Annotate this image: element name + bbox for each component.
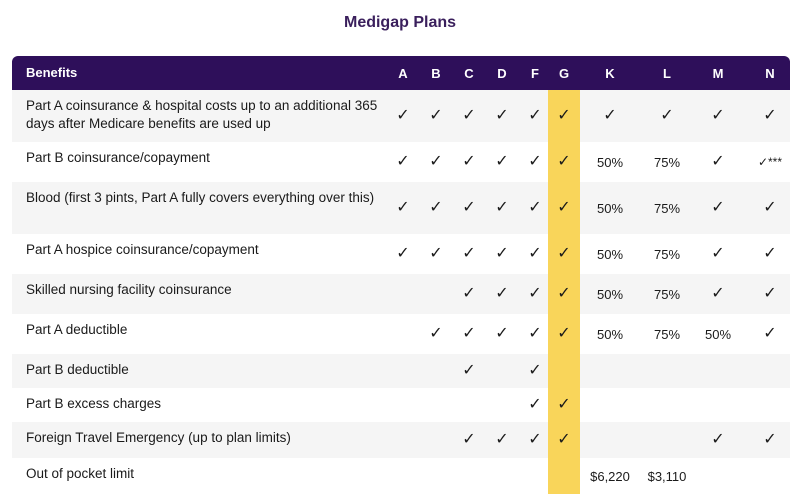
benefit-label: Part A hospice coinsurance/copayment bbox=[26, 242, 259, 257]
header-plan-d: D bbox=[497, 65, 507, 81]
plan-k-cell: 50% bbox=[596, 326, 624, 342]
plan-f-cell: ✓ bbox=[528, 245, 542, 262]
plan-n-cell bbox=[750, 354, 790, 388]
plan-a-cell: ✓ bbox=[396, 153, 410, 170]
plan-m-cell: ✓ bbox=[711, 431, 725, 448]
table-row bbox=[12, 274, 790, 314]
plan-b-cell bbox=[421, 388, 451, 422]
plan-f-cell bbox=[520, 458, 550, 494]
header-plan-n: N bbox=[765, 65, 775, 81]
plan-d-cell bbox=[487, 354, 517, 388]
plan-c-cell: ✓ bbox=[462, 325, 476, 342]
header-plan-l: L bbox=[663, 65, 671, 81]
plan-g-cell: ✓ bbox=[557, 153, 571, 170]
plan-a-cell bbox=[388, 388, 418, 422]
plan-k-cell: $6,220 bbox=[590, 468, 630, 484]
table-row bbox=[12, 422, 790, 458]
plan-l-cell: 75% bbox=[653, 326, 681, 342]
plan-b-cell bbox=[421, 422, 451, 458]
table-row bbox=[12, 388, 790, 422]
plan-a-cell bbox=[388, 354, 418, 388]
plan-m-cell: 50% bbox=[704, 326, 732, 342]
plan-d-cell: ✓ bbox=[495, 107, 509, 124]
benefit-label: Blood (first 3 pints, Part A fully covers everything over this) bbox=[26, 190, 375, 205]
plan-l-cell: 75% bbox=[653, 154, 681, 170]
plan-d-cell: ✓ bbox=[495, 199, 509, 216]
benefit-label: Foreign Travel Emergency (up to plan limits) bbox=[26, 430, 291, 445]
header-plan-k: K bbox=[605, 65, 615, 81]
plan-k-cell bbox=[590, 388, 630, 422]
plan-k-cell: 50% bbox=[596, 286, 624, 302]
plan-m-cell: ✓ bbox=[711, 199, 725, 216]
plan-m-cell: ✓ bbox=[711, 285, 725, 302]
plan-m-cell: ✓ bbox=[711, 153, 725, 170]
plan-n-cell: ✓ bbox=[763, 285, 777, 302]
plan-d-cell: ✓ bbox=[495, 153, 509, 170]
plan-n-cell: ✓*** bbox=[757, 155, 783, 169]
plan-d-cell: ✓ bbox=[495, 325, 509, 342]
table-row bbox=[12, 458, 790, 494]
plan-g-cell: ✓ bbox=[557, 107, 571, 124]
plan-c-cell bbox=[454, 458, 484, 494]
plan-b-cell bbox=[421, 458, 451, 494]
plan-n-cell: ✓ bbox=[763, 199, 777, 216]
plan-a-cell: ✓ bbox=[396, 245, 410, 262]
plan-d-cell bbox=[487, 458, 517, 494]
medigap-plans-table bbox=[12, 56, 790, 494]
plan-g-cell: ✓ bbox=[557, 431, 571, 448]
plan-f-cell: ✓ bbox=[528, 362, 542, 379]
plan-l-cell: ✓ bbox=[660, 107, 674, 124]
plan-m-cell bbox=[698, 458, 738, 494]
plan-b-cell: ✓ bbox=[429, 325, 443, 342]
plan-c-cell: ✓ bbox=[462, 285, 476, 302]
plan-c-cell: ✓ bbox=[462, 107, 476, 124]
table-body bbox=[12, 90, 790, 494]
plan-c-cell: ✓ bbox=[462, 153, 476, 170]
table-row bbox=[12, 354, 790, 388]
plan-g-cell: ✓ bbox=[557, 396, 571, 413]
benefit-label: Part B deductible bbox=[26, 362, 129, 377]
header-plan-g: G bbox=[558, 65, 570, 81]
plan-g-cell bbox=[548, 458, 580, 494]
plan-l-cell bbox=[642, 354, 692, 388]
plan-c-cell: ✓ bbox=[462, 245, 476, 262]
plan-k-cell: ✓ bbox=[603, 107, 617, 124]
plan-d-cell bbox=[487, 388, 517, 422]
plan-f-cell: ✓ bbox=[528, 199, 542, 216]
plan-b-cell: ✓ bbox=[429, 153, 443, 170]
plan-l-cell bbox=[642, 388, 692, 422]
plan-g-cell: ✓ bbox=[557, 285, 571, 302]
plan-k-cell: 50% bbox=[596, 246, 624, 262]
plan-g-cell: ✓ bbox=[557, 245, 571, 262]
plan-f-cell: ✓ bbox=[528, 153, 542, 170]
plan-k-cell: 50% bbox=[596, 154, 624, 170]
plan-a-cell: ✓ bbox=[396, 199, 410, 216]
plan-d-cell: ✓ bbox=[495, 431, 509, 448]
plan-c-cell: ✓ bbox=[462, 362, 476, 379]
header-plan-a: A bbox=[398, 65, 408, 81]
plan-n-cell: ✓ bbox=[763, 325, 777, 342]
table-row bbox=[12, 90, 790, 142]
benefit-label: Part A deductible bbox=[26, 322, 128, 337]
plan-b-cell: ✓ bbox=[429, 199, 443, 216]
benefit-label: Out of pocket limit bbox=[26, 466, 135, 481]
header-plan-b: B bbox=[431, 65, 441, 81]
plan-k-cell: 50% bbox=[596, 200, 624, 216]
plan-l-cell: 75% bbox=[653, 286, 681, 302]
plan-n-cell bbox=[750, 388, 790, 422]
plan-a-cell: ✓ bbox=[396, 107, 410, 124]
plan-g-cell bbox=[548, 354, 580, 388]
plan-g-cell: ✓ bbox=[557, 325, 571, 342]
header-benefits: Benefits bbox=[26, 65, 78, 80]
plan-n-cell: ✓ bbox=[763, 431, 777, 448]
plan-l-cell bbox=[642, 422, 692, 458]
plan-m-cell: ✓ bbox=[711, 107, 725, 124]
plan-a-cell bbox=[388, 458, 418, 494]
plan-m-cell: ✓ bbox=[711, 245, 725, 262]
plan-d-cell: ✓ bbox=[495, 245, 509, 262]
header-plan-f: F bbox=[531, 65, 539, 81]
header-plan-m: M bbox=[712, 65, 724, 81]
plan-f-cell: ✓ bbox=[528, 431, 542, 448]
plan-n-cell: ✓ bbox=[763, 107, 777, 124]
plan-b-cell: ✓ bbox=[429, 245, 443, 262]
table-row bbox=[12, 314, 790, 354]
plan-m-cell bbox=[698, 388, 738, 422]
header-plan-c: C bbox=[464, 65, 474, 81]
plan-f-cell: ✓ bbox=[528, 396, 542, 413]
benefit-label: Part B excess charges bbox=[26, 396, 162, 411]
plan-g-cell: ✓ bbox=[557, 199, 571, 216]
plan-l-cell: 75% bbox=[653, 246, 681, 262]
plan-l-cell: 75% bbox=[653, 200, 681, 216]
plan-k-cell bbox=[590, 422, 630, 458]
plan-d-cell: ✓ bbox=[495, 285, 509, 302]
plan-a-cell bbox=[388, 274, 418, 314]
benefit-label: Part A coinsurance & hospital costs up to an additional 365 days after Medicare benefits are used up bbox=[26, 98, 378, 131]
plan-c-cell: ✓ bbox=[462, 199, 476, 216]
plan-c-cell bbox=[454, 388, 484, 422]
table-header-row bbox=[12, 56, 790, 90]
plan-n-cell: ✓ bbox=[763, 245, 777, 262]
plan-f-cell: ✓ bbox=[528, 107, 542, 124]
plan-f-cell: ✓ bbox=[528, 325, 542, 342]
plan-a-cell bbox=[388, 422, 418, 458]
table-row bbox=[12, 182, 790, 234]
plan-n-cell bbox=[750, 458, 790, 494]
page-title: Medigap Plans bbox=[343, 14, 457, 31]
plan-m-cell bbox=[698, 354, 738, 388]
plan-a-cell bbox=[388, 314, 418, 354]
plan-l-cell: $3,110 bbox=[647, 468, 687, 484]
benefit-label: Skilled nursing facility coinsurance bbox=[26, 282, 232, 297]
plan-b-cell bbox=[421, 354, 451, 388]
plan-k-cell bbox=[590, 354, 630, 388]
table-row bbox=[12, 142, 790, 182]
plan-c-cell: ✓ bbox=[462, 431, 476, 448]
plan-b-cell bbox=[421, 274, 451, 314]
benefit-label: Part B coinsurance/copayment bbox=[26, 150, 210, 165]
plan-f-cell: ✓ bbox=[528, 285, 542, 302]
plan-b-cell: ✓ bbox=[429, 107, 443, 124]
table-row bbox=[12, 234, 790, 274]
